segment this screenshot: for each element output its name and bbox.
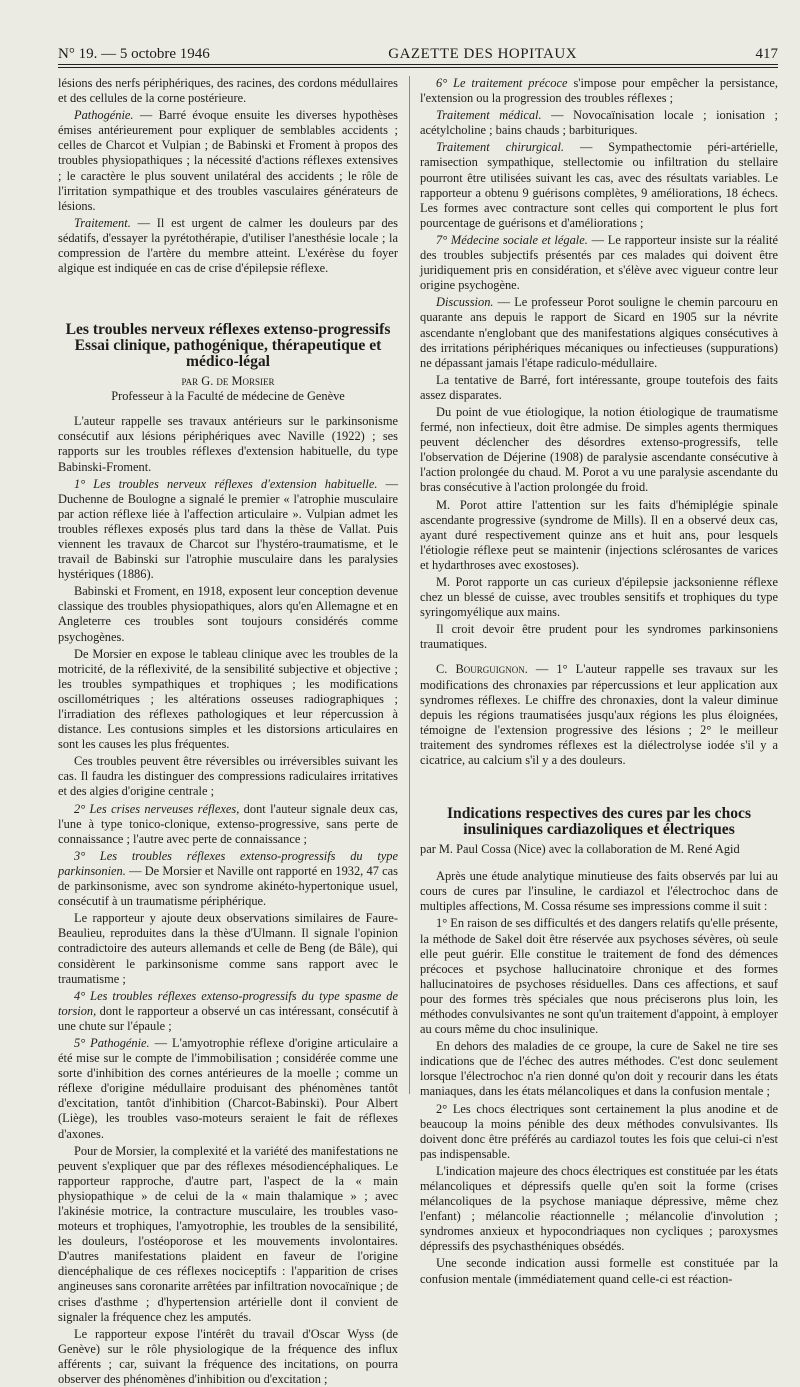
right-column — [420, 76, 779, 1286]
paragraph: Pour de Morsier, la complexité et la variété des manifestations ne peuvent s'expliquer que par des réflexes mésodiencéphaliques. Le rapporteur rapproche, d'autre part, l'aspect de la « main physiopathique » de celui de la « main thalamique » ; avec l'akinésie motrice, la contracture musculaire, les troubles vaso-moteurs et trophiques, l'amyotrophie, les troubles de la sensibilité, les douleurs, l'ostéoporose et les mouvements involontaires. D'autres manifestations plaident en faveur de l'origine diencéphalique de ces réflexes nociceptifs : l'apparition de crises angineuses sans coronarite arrêtées par infiltration novocaïnique ; de crises d'asthme ; d'hypertension artérielle dont il convient de signaler la fréquence chez les amputés. — [58, 1143, 398, 1324]
paragraph-lead: 1° Les troubles nerveux réflexes d'extension habituelle. — [74, 476, 378, 491]
left-column — [58, 76, 398, 1387]
paragraph-text: — Barré évoque ensuite les diverses hypothèses émises antérieurement pour expliquer de semblables accidents ; celles de Charcot et Vulpian ; de Babinski et Froment à propos des troubles physiopathiques ; la nécessité d'actions réflexes extensives ; le caractère le plus souvent unilatéral des accidents ; le rôle de l'irritation sympathique et des troubles vasculaires générateurs de lésions. — [58, 108, 398, 213]
paragraph: M. Porot rapporte un cas curieux d'épilepsie jacksonienne réflexe chez un blessé de cuisse, avec troubles sensitifs et trophiques du type syringomyélique aux mains. — [420, 575, 778, 620]
article-byline: par G. de Morsier — [181, 374, 275, 389]
paragraph-lead: Traitement. — [74, 215, 131, 230]
paragraph-lead: Discussion. — [436, 295, 494, 310]
paragraph: Ces troubles peuvent être réversibles ou irréversibles suivant les cas. Il faudra les distinguer des compressions radiculaires irritatives et des algies d'origine centrale ; — [58, 754, 398, 799]
paragraph-lead: 7° Médecine sociale et légale. — [436, 232, 588, 247]
paragraph: La tentative de Barré, fort intéressante, groupe toutefois des faits assez disparates. — [420, 372, 778, 402]
paragraph: 2° Les chocs électriques sont certainement la plus anodine et de beaucoup la moins pénible des deux méthodes convulsivantes. Ils doivent donc être préférés au cardiazol toutes les fois que celui-ci n'est pas indispensable. — [420, 1101, 778, 1161]
paragraph-text: — De Morsier et Naville ont rapporté en 1932, 47 cas de parkinsonisme, avec son syndrome akinéto-hypertonique usuel, consécutif à un traumatisme périphérique. — [58, 863, 398, 909]
paragraph — [58, 849, 398, 909]
journal-title: GAZETTE DES HOPITAUX — [388, 46, 578, 62]
header-rule — [58, 64, 778, 68]
paragraph: De Morsier en expose le tableau clinique avec les troubles de la motricité, de la réflexivité, de la sensibilité subjective et objective ; les troubles sympathiques et trophiques ; les modifications oscillométriques ; les altérations osseuses radiographiques ; l'irradiation des réflexes pathologiques et leur répercussion à distance. Les contusions simples et les distorsions articulaires en sont les causes les plus fréquentes. — [58, 646, 398, 752]
paragraph-lead: 5° Pathogénie. — [74, 1035, 150, 1050]
paragraph — [58, 802, 398, 847]
column-divider — [409, 76, 410, 1094]
paragraph-text: s'impose pour empêcher la persistance, l'extension ou la progression des troubles réflexes ; — [420, 76, 778, 106]
paragraph-text: — Duchenne de Boulogne a signalé le premier « l'atrophie musculaire par action réflexe liée à l'affection articulaire ». Vulpian admet les troubles réflexes exposés plus tard dans la thèse de Vallat. Puis viennent les travaux de Charcot sur l'hystéro-traumatisme, et le travail de Babinski sur l'atrophie musculaire dans les paralysies hystériques (1886). — [58, 476, 398, 582]
paragraph: Le rapporteur expose l'intérêt du travail d'Oscar Wyss (de Genève) sur le rôle physiologique de la fréquence des influx afférents ; car, suivant la fréquence des incitations, on pourra observer des phénomènes d'inhibition ou d'excitation ; — [58, 1326, 398, 1387]
paragraph: Babinski et Froment, en 1918, exposent leur conception devenue classique des troubles physiopathiques, alors qu'en Allemagne et en Angleterre ces troubles sont toujours considérés comme psychogènes. — [58, 584, 398, 644]
paragraph-lead: Traitement médical. — [436, 108, 542, 123]
paragraph-text: — L'amyotrophie réflexe d'origine articulaire a été mise sur le compte de l'immobilisation ; considérée comme une sorte d'inhibition des cornes antérieures de la moelle ; comme un réflexe d'origine médullaire produisant des phénomènes tantôt d'excitation, tantôt d'inhibition (Charcot-Babinski). Pour Albert (Liège), les troubles vaso-moteurs seraient le fait de réflexes d'axones. — [58, 1035, 398, 1141]
paragraph-lead: Traitement chirurgical. — [436, 140, 565, 155]
paragraph-lead: 4° Les troubles réflexes extenso-progressifs du type spasme de torsion, — [58, 988, 398, 1018]
paragraph-lead: 2° Les crises nerveuses réflexes, — [74, 801, 240, 816]
article-title: Les troubles nerveux réflexes extenso-progressifs Essai clinique, pathogénique, thérapeutique et médico-légal — [65, 321, 391, 371]
article-heading — [58, 322, 398, 404]
paragraph-text: — Sympathectomie péri-artérielle, ramisection sympathique, stellectomie ou infiltration du stellaire pourront être utilisées suivant les cas, avec des résultats variables. Le rapporteur a obtenu 9 guérisons complètes, 9 améliorations, 18 échecs. Les formes avec contracture sont celles qui comportent le plus fort pourcentage de guérisons et d'améliorations ; — [420, 140, 779, 230]
paragraph: Une seconde indication aussi formelle est constituée par la confusion mentale (immédiatement quand celle-ci est réaction- — [420, 1256, 778, 1286]
paragraph — [58, 477, 398, 583]
paragraph: Du point de vue étiologique, la notion étiologique de traumatisme fermé, non infectieux, doit être admise. De simples agents thermiques peuvent déclencher des désordres extenso-progressifs, telle l'observation de Déjerine (1908) de paralysie ascendante consécutive à l'action prolongée du chaud. M. Porot a vu une paralysie ascendante du bras consécutive à l'action prolongée du froid. — [420, 404, 778, 495]
article-title: Indications respectives des cures par les chocs insuliniques cardiazoliques et électriques — [446, 805, 752, 839]
paragraph-text: — Le professeur Porot souligne le chemin parcouru en quarante ans depuis le rapport de Sicard en 1905 sur la névrite ascendante n'englobant que des manifestations algiques consécutives à des irritations périphériques mécaniques ou infectieuses (suppurations) ne dépassant jamais l'étape radiculo-médullaire. — [420, 295, 778, 370]
article-byline: par M. Paul Cossa (Nice) avec la collaboration de M. René Agid — [420, 842, 740, 857]
paragraph — [58, 1036, 398, 1142]
paragraph — [58, 108, 398, 214]
paragraph: Le rapporteur y ajoute deux observations similaires de Faure-Beaulieu, reproduites dans la thèse d'Ulmann. Il signale l'opinion contradictoire des auteurs allemands et celle de Beng (de Bâle), qui considèrent le parkinsonisme comme sans rapport avec le traumatisme ; — [58, 911, 398, 986]
paragraph: lésions des nerfs périphériques, des racines, des cordons médullaires et des cellules de la corne postérieure. — [58, 76, 398, 106]
paragraph-text: — 1° L'auteur rappelle ses travaux sur les modifications des chronaxies par répercussions et leur application aux syndromes réflexes. Le chiffre des chronaxies, dont la valeur diminue depuis les régions traumatisées jusqu'aux régions les plus éloignées, témoigne de l'extension progressive des lésions ; 2° le meilleur traitement des syndromes réflexes est la diélectrolyse iodée s'il y a cicatrice, au calcium s'il y a des douleurs. — [420, 662, 779, 768]
paragraph: L'indication majeure des chocs électriques est constituée par les états mélancoliques et dépressifs quelle qu'en soit la forme (crises mélancoliques de la psychose maniaque dépressive, même chez l'enfant) ; mélancolie réactionnelle ; mélancolie d'involution ; syndromes anxieux et hypocondriaques non cycliques ; paroxysmes dépressifs des psychasthéniques obsédés. — [420, 1163, 778, 1254]
paragraph-text: — Novocaïnisation locale ; ionisation ; acétylcholine ; bains chauds ; barbituriques. — [420, 108, 778, 138]
paragraph: L'auteur rappelle ses travaux antérieurs sur le parkinsonisme consécutif aux lésions périphériques avec Naville (1922) ; ses rapports sur les troubles réflexes d'extension habituelle, du type Babinski-Froment. — [58, 414, 398, 474]
paragraph: En dehors des maladies de ce groupe, la cure de Sakel ne tire ses indications que de l'échec des autres méthodes. C'est donc seulement lorsque l'électrochoc n'a rien donné qu'on doit y recourir dans les états maniaques, dans les états mélancoliques et dans la confusion mentale ; — [420, 1039, 778, 1099]
issue-date: N° 19. — 5 octobre 1946 — [58, 46, 210, 62]
paragraph-lead: C. Bourguignon. — [436, 662, 528, 677]
paragraph — [420, 76, 778, 106]
paragraph-text: dont le rapporteur a observé un cas intéressant, consécutif à une chute sur l'épaule ; — [58, 1003, 398, 1033]
paragraph: 1° En raison de ses difficultés et des dangers relatifs qu'elle présente, la méthode de Sakel doit être réservée aux psychoses sévères, où seule elle peut guérir. Elle constitue le traitement de fond des démences précoces et psychose hallucinatoire chronique et des formes hallucinatoires de psychoses résiduelles. Dans ces affections, et sauf pour des formes très spéciales que nous préciserons plus loin, les méthodes convulsivantes ne sont qu'un traitement d'appoint, à employer au cours même du choc insulinique. — [420, 916, 778, 1037]
paragraph-text: — Le rapporteur insiste sur la réalité des troubles subjectifs présentés par ces malades qui doivent être juridiquement pris en considération, et s'élève avec vigueur contre leur origine psychogène. — [420, 232, 778, 293]
article-heading — [420, 806, 778, 857]
paragraph — [420, 295, 778, 370]
paragraph — [420, 108, 778, 138]
paragraph-lead: 6° Le traitement précoce — [436, 76, 568, 90]
paragraph — [58, 989, 398, 1034]
paragraph — [420, 662, 778, 768]
paragraph — [58, 216, 398, 276]
paragraph: Il croit devoir être prudent pour les syndromes parkinsoniens traumatiques. — [420, 622, 778, 652]
paragraph-text: — Il est urgent de calmer les douleurs par des sédatifs, d'essayer la pyrétothérapie, d'utiliser l'anesthésie locale ; la compression de l'artère du membre atteint. L'exérèse du foyer algique est indiquée en cas de crise d'épilepsie réflexe. — [58, 215, 398, 276]
paragraph-text: dont l'auteur signale deux cas, l'une à type tonico-clonique, extenso-progressive, sans perte de connaissance ; l'autre avec perte de connaissance ; — [58, 801, 398, 846]
page-number: 417 — [755, 46, 778, 62]
paragraph — [420, 233, 778, 293]
paragraph: Après une étude analytique minutieuse des faits observés par lui au cours de cures par l'insuline, le cardiazol et l'électrochoc dans de multiples affections, M. Cossa résume ses impressions comme il suit : — [420, 869, 778, 914]
author-affiliation: Professeur à la Faculté de médecine de Genève — [111, 389, 345, 404]
paragraph: M. Porot attire l'attention sur les faits d'hémiplégie spinale ascendante progressive (syndrome de Mills). Il en a observé deux cas, ayant duré respectivement quinze ans et huit ans, pour lesquels l'étiologie réflexe peut se maintenir (injections sclérosantes de varices et hydarthroses avec exostoses). — [420, 497, 778, 572]
paragraph-lead: Pathogénie. — [74, 108, 134, 123]
paragraph-lead: 3° Les troubles réflexes extenso-progressifs du type parkinsonien. — [58, 848, 398, 878]
running-header — [58, 38, 778, 62]
paragraph — [420, 140, 778, 231]
